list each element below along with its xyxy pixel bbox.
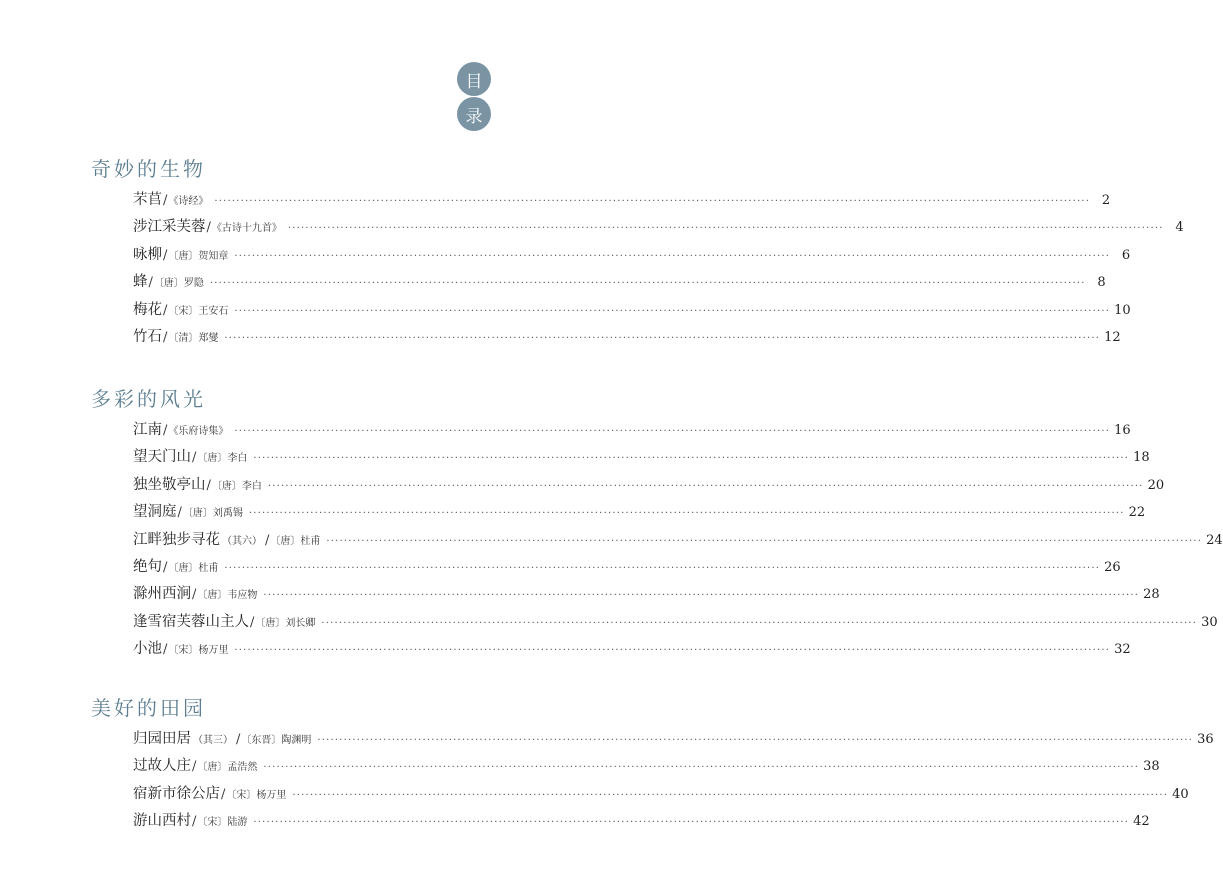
- toc-entry[interactable]: [133, 217, 1184, 237]
- separator-slash: /: [163, 302, 168, 318]
- poem-title: 梅花: [133, 301, 162, 318]
- poem-title: 独坐敬亭山: [133, 476, 206, 493]
- poem-source: 〔唐〕孟浩然: [197, 762, 258, 774]
- page-number: 6: [1121, 247, 1131, 263]
- separator-slash: /: [163, 642, 168, 658]
- page-number: 38: [1143, 759, 1160, 775]
- dot-leader: ········································································································································································································: [234, 305, 1111, 317]
- page-number: 26: [1104, 560, 1121, 575]
- page-number: 36: [1197, 732, 1214, 747]
- separator-slash: /: [163, 193, 168, 208]
- separator-slash: /: [236, 732, 241, 747]
- dot-leader: ········································································································································································································: [287, 223, 1164, 235]
- page-number: 2: [1101, 193, 1111, 208]
- separator-slash: /: [163, 423, 168, 438]
- poem-title: 绝句: [133, 559, 162, 575]
- poem-source: 《乐府诗集》: [168, 426, 229, 437]
- toc-entry[interactable]: [133, 729, 1214, 749]
- separator-slash: /: [163, 247, 168, 263]
- poem-title: 咏柳: [133, 246, 162, 263]
- toc-heading-char-2: 录: [457, 97, 491, 131]
- poem-source: 〔唐〕杜甫: [168, 563, 219, 574]
- poem-note: （其六）: [222, 535, 262, 547]
- separator-slash: /: [206, 220, 211, 236]
- toc-entry[interactable]: [133, 530, 1223, 550]
- dot-leader: ········································································································································································································: [214, 196, 1091, 207]
- poem-title: 江南: [133, 422, 162, 438]
- poem-source: 〔宋〕王安石: [168, 305, 229, 317]
- separator-slash: /: [192, 759, 197, 775]
- page-number: 10: [1114, 302, 1131, 318]
- section-title: 美好的田园: [91, 696, 206, 720]
- page-number: 22: [1128, 505, 1146, 521]
- poem-source: 〔宋〕杨万里: [226, 789, 287, 801]
- page-number: 24: [1206, 532, 1223, 548]
- poem-title: 望洞庭: [133, 504, 177, 521]
- toc-entry[interactable]: [133, 447, 1150, 467]
- page-number: 32: [1114, 642, 1131, 658]
- dot-leader: ········································································································································································································: [209, 278, 1086, 290]
- dot-leader: ········································································································································································································: [321, 617, 1198, 629]
- separator-slash: /: [265, 532, 270, 548]
- separator-slash: /: [206, 477, 211, 493]
- dot-leader: ········································································································································································································: [234, 645, 1111, 657]
- page-number: 42: [1133, 814, 1150, 830]
- separator-slash: /: [250, 614, 255, 630]
- section-title: 多彩的风光: [91, 387, 206, 411]
- toc-heading: [457, 62, 493, 132]
- page-number: 18: [1133, 450, 1150, 466]
- toc-entry[interactable]: [133, 584, 1160, 604]
- poem-source: 〔东晋〕陶渊明: [241, 735, 312, 746]
- separator-slash: /: [192, 587, 197, 603]
- dot-leader: ········································································································································································································: [253, 817, 1130, 829]
- dot-leader: ········································································································································································································: [292, 789, 1169, 801]
- toc-entry[interactable]: [133, 557, 1121, 577]
- toc-entry[interactable]: [133, 639, 1131, 659]
- toc-entry[interactable]: [133, 327, 1121, 347]
- dot-leader: ········································································································································································································: [317, 735, 1194, 746]
- dot-leader: ········································································································································································································: [253, 453, 1130, 465]
- page-number: 28: [1143, 587, 1160, 603]
- poem-source: 〔唐〕刘禹锡: [182, 508, 243, 520]
- separator-slash: /: [192, 814, 197, 830]
- dot-leader: ········································································································································································································: [263, 762, 1140, 774]
- poem-source: 〔唐〕贺知章: [168, 250, 229, 262]
- poem-title: 过故人庄: [133, 758, 191, 775]
- page-number: 30: [1201, 614, 1218, 630]
- dot-leader: ········································································································································································································: [234, 426, 1111, 437]
- page-number: 12: [1104, 330, 1121, 345]
- dot-leader: ········································································································································································································: [224, 333, 1101, 344]
- dot-leader: ········································································································································································································: [224, 563, 1101, 574]
- poem-title: 蜂: [133, 274, 148, 291]
- separator-slash: /: [163, 330, 168, 345]
- poem-source: 〔宋〕陆游: [197, 817, 248, 829]
- toc-entry[interactable]: [133, 784, 1189, 804]
- poem-source: 〔唐〕罗隐: [153, 278, 204, 290]
- separator-slash: /: [148, 275, 153, 291]
- poem-title: 芣苢: [133, 192, 162, 208]
- poem-source: 〔清〕郑燮: [168, 333, 219, 344]
- dot-leader: ········································································································································································································: [234, 250, 1111, 262]
- poem-source: 〔唐〕李白: [197, 453, 248, 465]
- poem-note: （其三）: [193, 735, 233, 746]
- page-number: 16: [1114, 423, 1131, 438]
- separator-slash: /: [177, 505, 182, 521]
- separator-slash: /: [192, 450, 197, 466]
- dot-leader: ········································································································································································································: [267, 480, 1144, 492]
- dot-leader: ········································································································································································································: [248, 508, 1125, 520]
- poem-source: 〔唐〕刘长卿: [255, 617, 316, 629]
- page-number: 8: [1097, 275, 1106, 291]
- poem-title: 宿新市徐公店: [133, 785, 220, 802]
- poem-title: 江畔独步寻花: [133, 531, 220, 548]
- poem-title: 涉江采芙蓉: [133, 219, 206, 236]
- separator-slash: /: [163, 560, 168, 575]
- poem-source: 《诗经》: [168, 196, 209, 207]
- poem-title: 游山西村: [133, 813, 191, 830]
- poem-source: 〔唐〕杜甫: [270, 535, 321, 547]
- page-number: 40: [1172, 786, 1189, 802]
- toc-entry[interactable]: [133, 475, 1165, 495]
- poem-title: 滁州西涧: [133, 586, 191, 603]
- toc-entry[interactable]: [133, 245, 1131, 265]
- toc-entry[interactable]: [133, 190, 1111, 210]
- page-number: 4: [1175, 220, 1184, 236]
- toc-entry[interactable]: [133, 272, 1106, 292]
- poem-source: 〔唐〕李白: [211, 480, 262, 492]
- poem-source: 《古诗十九首》: [211, 223, 282, 235]
- dot-leader: ········································································································································································································: [263, 590, 1140, 602]
- poem-source: 〔唐〕韦应物: [197, 590, 258, 602]
- toc-heading-char-1: 目: [457, 62, 491, 96]
- poem-source: 〔宋〕杨万里: [168, 645, 229, 657]
- poem-title: 小池: [133, 641, 162, 658]
- toc-entry[interactable]: [133, 756, 1160, 776]
- poem-title: 归园田居: [133, 731, 191, 747]
- toc-entry[interactable]: [133, 612, 1218, 632]
- separator-slash: /: [221, 786, 226, 802]
- toc-entry[interactable]: [133, 811, 1150, 831]
- toc-entry[interactable]: [133, 420, 1131, 440]
- toc-entry[interactable]: [133, 300, 1131, 320]
- section-title: 奇妙的生物: [91, 157, 206, 181]
- toc-entry[interactable]: [133, 502, 1146, 522]
- poem-title: 望天门山: [133, 449, 191, 466]
- page-number: 20: [1147, 477, 1165, 493]
- poem-title: 竹石: [133, 329, 162, 345]
- poem-title: 逢雪宿芙蓉山主人: [133, 613, 249, 630]
- dot-leader: ········································································································································································································: [326, 535, 1203, 547]
